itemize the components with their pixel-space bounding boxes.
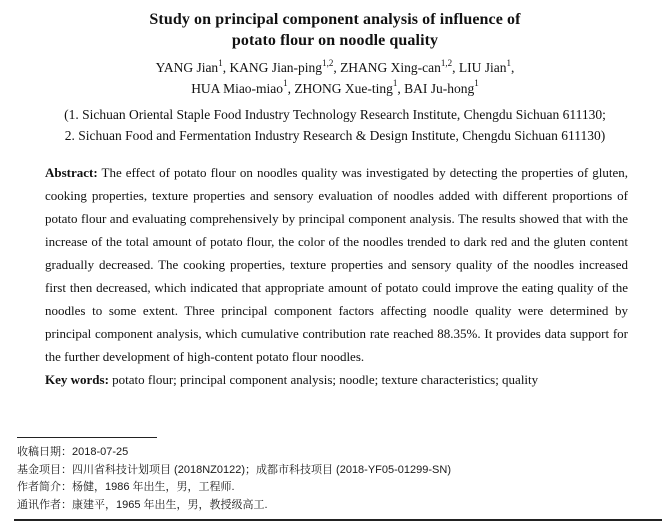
author-affiliation-superscript: 1 bbox=[474, 78, 479, 88]
affiliations bbox=[0, 104, 670, 146]
affiliation-line-1: (1. Sichuan Oriental Staple Food Industry Technology Research Institute, Chengdu Sichuan 611130; bbox=[64, 107, 606, 122]
paper-title-line1: Study on principal component analysis of influence of bbox=[149, 11, 521, 28]
footnote-label: 基金项目： bbox=[17, 463, 72, 476]
author-separator: , bbox=[397, 80, 405, 96]
abstract-label: Abstract: bbox=[45, 165, 98, 180]
author-separator: , bbox=[511, 60, 515, 75]
author: KANG Jian-ping$^{1,2}$, bbox=[229, 57, 341, 75]
footnote-separator-rule bbox=[17, 437, 157, 438]
footnote-funding bbox=[17, 462, 660, 480]
footnote-text: 2018-07-25 bbox=[72, 446, 129, 458]
author-affiliation-superscript: 1,2 bbox=[322, 57, 334, 68]
footnote-area bbox=[17, 437, 660, 514]
footnote-text: 杨健，1986 年出生，男，工程师. bbox=[72, 481, 235, 493]
keywords-text: potato flour; principal component analysis; noodle; texture characteristics; quality bbox=[112, 372, 539, 387]
author-separator: , bbox=[222, 60, 230, 75]
abstract-text: The effect of potato flour on noodles quality was investigated by detecting the properties of gluten, cooking properties, texture properties and sensory evaluation of noodles added with different proportions of potato flour and evaluating comprehensively by principal component analysis. The results showed that with the increase of the total amount of potato flour, the color of the noodles trended to dark red and the gluten content gradually decreased. The cooking properties, texture properties and sensory quality of the noodles increased first then decreased, which indicated that appropriate amount of potato could improve the eating quality of the noodles to some extent. Three principal component factors affecting noodle quality were determined by principal component analysis, which cumulative contribution rate reached 88.35%. It provides data support for the further development of high-content potato flour noodles. bbox=[45, 165, 629, 364]
author-affiliation-superscript: 1 bbox=[218, 57, 223, 68]
paper-title-line2: potato flour on noodle quality bbox=[231, 32, 439, 49]
author-affiliation-superscript: 1 bbox=[392, 78, 398, 88]
footnote-received-date bbox=[17, 444, 660, 462]
footnote-label: 通讯作者： bbox=[17, 498, 72, 511]
footnote-text: 康建平，1965 年出生，男，教授级高工. bbox=[72, 498, 268, 511]
author-affiliation-superscript: 1,2 bbox=[440, 57, 453, 68]
footnote-author-bio bbox=[17, 479, 660, 497]
author-separator: , bbox=[452, 60, 459, 75]
author: HUA Miao-miao$^1$, bbox=[191, 78, 295, 96]
author: ZHONG Xue-ting$^1$, bbox=[294, 78, 405, 96]
footnote-text: 四川省科技计划项目 (2018NZ0122)；成都市科技项目 (2018-YF05-01299-SN) bbox=[72, 463, 451, 476]
author-separator: , bbox=[333, 60, 341, 75]
footnote-label: 作者简介： bbox=[17, 481, 72, 493]
author: YANG Jian$^1$, bbox=[155, 57, 230, 75]
author-list bbox=[0, 58, 670, 99]
paper-title bbox=[0, 0, 670, 51]
footnote-corresponding-author bbox=[17, 497, 660, 515]
author-separator: , bbox=[287, 80, 295, 96]
author-line-1 bbox=[0, 58, 670, 79]
keywords-line bbox=[45, 368, 628, 391]
keywords-label: Key words: bbox=[45, 372, 109, 387]
author: BAI Ju-hong$^1$ bbox=[404, 78, 479, 96]
footnote-label: 收稿日期： bbox=[17, 446, 72, 458]
author-affiliation-superscript: 1 bbox=[506, 57, 512, 68]
author-affiliation-superscript: 1 bbox=[283, 78, 288, 88]
page-bottom-rule bbox=[14, 519, 662, 521]
abstract-paragraph bbox=[45, 161, 628, 368]
author-line-2 bbox=[0, 79, 670, 100]
author: ZHANG Xing-can$^{1,2}$, bbox=[340, 57, 459, 75]
affiliation-line-2: 2. Sichuan Food and Fermentation Industry Research & Design Institute, Chengdu Sichuan 611130) bbox=[64, 128, 606, 143]
author: LIU Jian$^1$, bbox=[458, 57, 515, 75]
